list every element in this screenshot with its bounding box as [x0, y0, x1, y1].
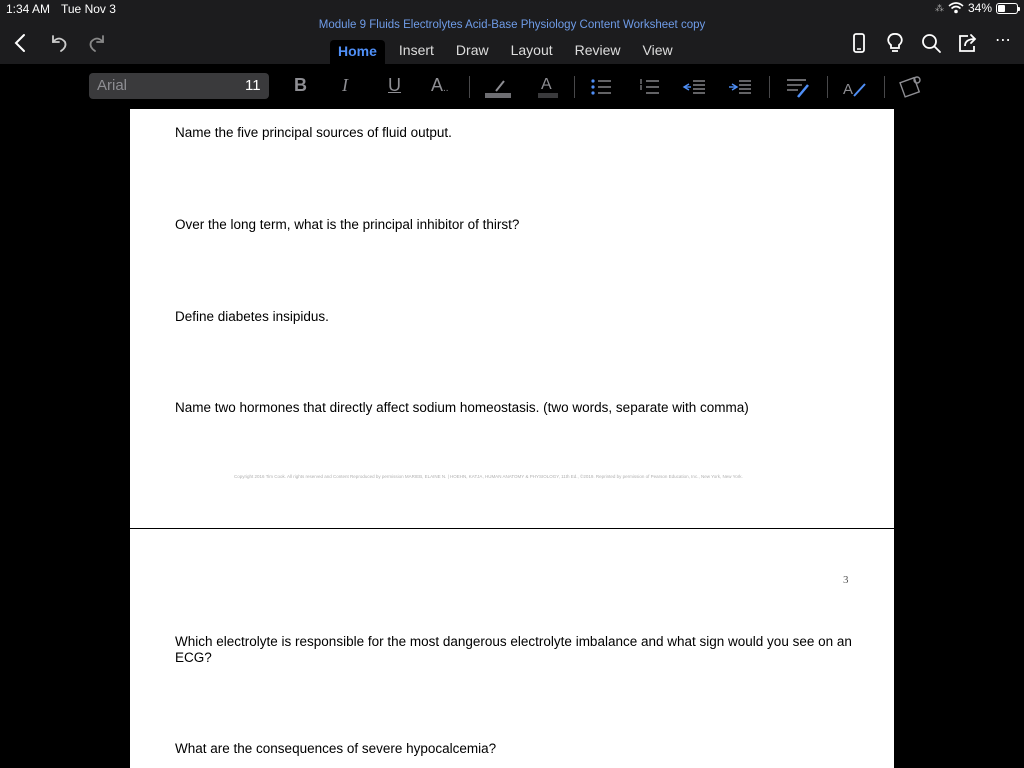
nav-left	[10, 32, 108, 54]
numbered-list-icon[interactable]	[638, 78, 660, 102]
bold-icon[interactable]: B	[294, 75, 307, 95]
font-color-icon[interactable]	[538, 73, 558, 97]
font-styles-icon[interactable]: A..	[431, 75, 449, 95]
title-bar	[0, 18, 1024, 64]
tab-draw[interactable]: Draw	[455, 42, 489, 58]
copyright-notice: Copyright 2016 Tim Cook. All rights reserved and Content Reproduced by permission MARIEB, ELAINE N. | HOEHN, KATJA, HUMAN ANATOMY & PHYSIOLOGY, 11th Ed., ©2019. Reprinted by permission of Pearson Education, Inc., New York, New York.	[234, 474, 743, 479]
more-icon[interactable]: ⋯	[995, 32, 1011, 49]
tab-review[interactable]: Review	[574, 42, 621, 58]
page-number: 3	[843, 574, 849, 586]
paragraph-style-icon[interactable]	[786, 77, 812, 101]
sync-icon: ⁂	[934, 2, 944, 13]
status-bar	[0, 0, 1024, 18]
document-page-1[interactable]	[130, 109, 894, 528]
tab-view[interactable]: View	[642, 42, 673, 58]
undo-icon[interactable]	[48, 32, 70, 54]
decrease-indent-icon[interactable]	[682, 78, 706, 102]
question-text[interactable]: Over the long term, what is the principal inhibitor of thirst?	[175, 217, 520, 232]
question-text[interactable]: What are the consequences of severe hypocalcemia?	[175, 741, 497, 756]
clear-formatting-icon[interactable]	[899, 75, 923, 99]
divider	[827, 76, 828, 98]
question-text[interactable]: Define diabetes insipidus.	[175, 309, 329, 324]
styles-icon[interactable]	[842, 77, 868, 101]
divider	[769, 76, 770, 98]
svg-text:A: A	[843, 81, 854, 98]
document-page-2[interactable]	[130, 529, 894, 768]
font-name-field[interactable]: Arial	[89, 73, 269, 99]
formatting-ribbon	[0, 64, 1024, 109]
highlight-icon[interactable]	[484, 77, 512, 101]
phone-view-icon[interactable]	[848, 32, 870, 54]
search-icon[interactable]	[920, 32, 942, 54]
tab-home[interactable]: Home	[330, 40, 385, 64]
bullet-list-icon[interactable]	[590, 78, 612, 102]
underline-icon[interactable]: U	[388, 75, 401, 95]
wifi-icon	[948, 2, 964, 14]
document-title[interactable]: Module 9 Fluids Electrolytes Acid-Base Physiology Content Worksheet copy	[318, 19, 706, 31]
question-text[interactable]: Name two hormones that directly affect sodium homeostasis. (two words, separate with comma)	[175, 400, 749, 415]
font-size-field[interactable]: 11	[245, 77, 261, 94]
lightbulb-icon[interactable]	[884, 32, 906, 54]
share-icon[interactable]	[956, 32, 978, 54]
question-text[interactable]: Name the five principal sources of fluid output.	[175, 125, 452, 140]
tab-layout[interactable]: Layout	[510, 42, 553, 58]
italic-icon[interactable]: I	[342, 75, 348, 95]
question-text[interactable]: Which electrolyte is responsible for the most dangerous electrolyte imbalance and what sign would you see on an ECG?	[175, 634, 852, 665]
divider	[469, 76, 470, 98]
increase-indent-icon[interactable]	[728, 78, 752, 102]
back-icon[interactable]	[10, 32, 32, 54]
status-time: 1:34 AM	[6, 2, 51, 16]
status-right	[935, 1, 1018, 15]
ribbon-tabs	[330, 40, 687, 64]
divider	[574, 76, 575, 98]
tab-insert[interactable]: Insert	[398, 42, 434, 58]
battery-percent: 34%	[967, 1, 992, 15]
battery-icon	[996, 3, 1018, 14]
status-date: Tue Nov 3	[61, 2, 116, 16]
redo-icon[interactable]	[86, 32, 108, 54]
nav-right	[848, 32, 1014, 54]
svg-text:A: A	[541, 76, 552, 93]
divider	[884, 76, 885, 98]
